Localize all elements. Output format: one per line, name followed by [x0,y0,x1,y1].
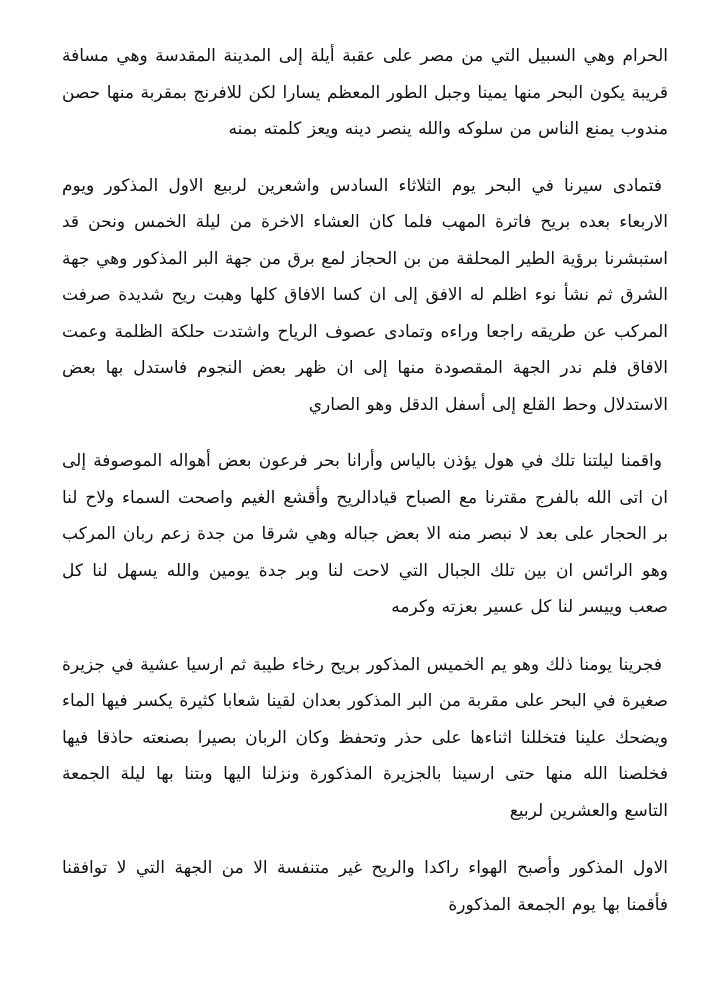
paragraph-1-text: الحرام وهي السبيل التي من مصر على عقبة أيلة إلى المدينة المقدسة وهي مسافة قريبة يكون البحر منها يمينا وجبل الطور المعظم يسارا لكن للافرنج بمقربة منها حصن مندوب يمنع الناس من سلوكه والله ينصر دينه ويعز كلمته بمنه [62,46,668,139]
paragraph-5 [62,850,668,923]
paragraph-3 [62,443,668,626]
paragraph-4 [62,647,668,830]
paragraph-4-text: فجرينا يومنا ذلك وهو يم الخميس المذكور بريح رخاء طيبة ثم ارسيا عشية في جزيرة صغيرة في البحر على مقربة من البر المذكور بعدان لقينا شعابا كثيرة يكسر فيها الماء ويضحك علينا فتخللنا اثناءها على حذر وتحفظ وكان الربان بصيرا بصنعته حاذقا فيها فخلصنا الله منها حتى ارسينا بالجزيرة المذكورة ونزلنا اليها وبتنا بها ليلة الجمعة التاسع والعشرين لربيع [62,654,668,821]
paragraph-2 [62,168,668,424]
paragraph-5-text: الاول المذكور وأصبح الهواء راكدا والريح غير متنفسة الا من الجهة التي لا توافقنا فأقمنا بها يوم الجمعة المذكورة [62,858,668,915]
paragraph-2-text: فتمادى سيرنا في البحر يوم الثلاثاء السادس واشعرين لربيع الاول المذكور ويوم الاربعاء بعده بريح فاترة المهب فلما كان العشاء الاخرة من ليلة الخمس ونحن قد استبشرنا برؤية الطير المحلقة من بن الحجاز لمع برق من جهة البر المذكور وهي جهة الشرق ثم نشأ نوء اظلم له الافق إلى ان كسا الافاق كلها وهبت ريح شديدة صرفت المركب عن طريقه راجعا وراءه وتمادى عصوف الرياح واشتدت حلكة الظلمة وعمت الافاق فلم ندر الجهة المقصودة منها إلى ان ظهر بعض النجوم فاستدل بها بعض الاستدلال وحط القلع إلى أسفل الدقل وهو الصاري [62,175,668,415]
paragraph-3-text: واقمنا ليلتنا تلك في هول يؤذن بالياس وأرانا بحر فرعون بعض أهواله الموصوفة إلى ان اتى الله بالفرج مقترنا مع الصباح قيادالريح وأقشع الغيم واصحت السماء ولاح لنا بر الحجار على بعد لا نبصر منه الا بعض جباله وهي شرقا من جدة زعم ربان المركب وهو الرائس ان بين تلك الجبال التي لاحت لنا وبر جدة يومين والله يسهل لنا كل صعب وييسر لنا كل عسير بعزته وكرمه [62,451,668,617]
paragraph-1 [62,38,668,148]
